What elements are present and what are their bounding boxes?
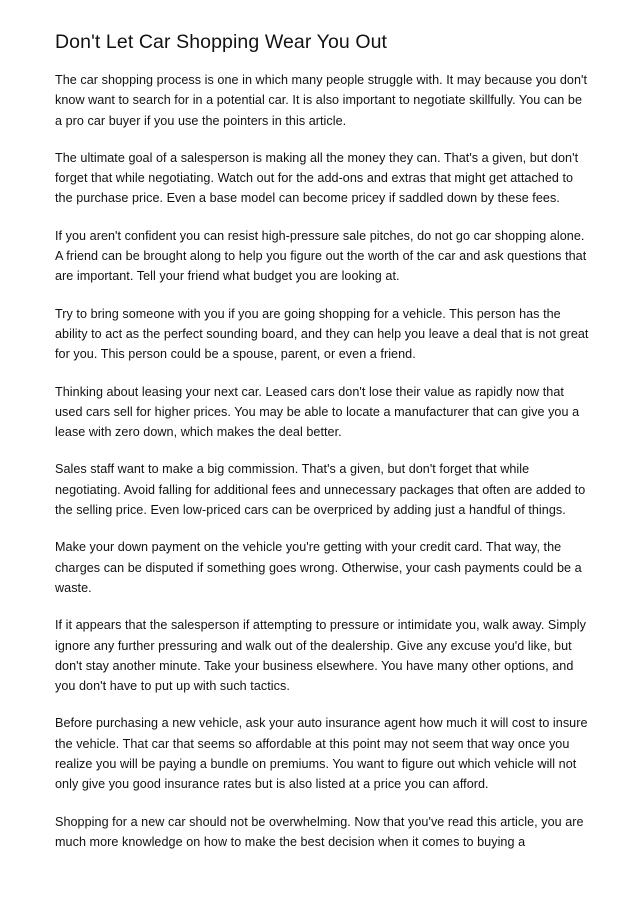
paragraph-2: The ultimate goal of a salesperson is making all the money they can. That's a given, but don't forget that while negotiating. Watch out for the add-ons and extras that might get attached to the purchase price. Even a base model can become pricey if saddled down by these fees. <box>55 150 579 206</box>
paragraph-7: Make your down payment on the vehicle you're getting with your credit card. That way, the charges can be disputed if something goes wrong. Otherwise, your cash payments could be a waste. <box>55 540 582 595</box>
paragraph-5: Thinking about leasing your next car. Leased cars don't lose their value as rapidly now that used cars sell for higher prices. You may be able to locate a manufacturer that can give you a lease with zero down, which makes the deal better. <box>55 384 580 440</box>
paragraph-9: Before purchasing a new vehicle, ask your auto insurance agent how much it will cost to insure the vehicle. That car that seems so affordable at this point may not seem that way once you realize you will be paying a bundle on premiums. You want to figure out which vehicle will not only give you good insurance rates but is also listed at a price you can afford. <box>55 716 588 792</box>
paragraph-6: Sales staff want to make a big commission. That's a given, but don't forget that while negotiating. Avoid falling for additional fees and unnecessary packages that often are added to the selling price. Even low-priced cars can be overpriced by adding just a handful of things. <box>55 462 586 518</box>
paragraph-3: If you aren't confident you can resist high-pressure sale pitches, do not go car shopping alone. A friend can be brought along to help you figure out the worth of the car and ask questions that are important. Tell your friend what budget you are looking at. <box>55 228 587 284</box>
document-title: Don't Let Car Shopping Wear You Out <box>55 31 388 53</box>
paragraph-1: The car shopping process is one in which many people struggle with. It may because you don't know want to search for in a potential car. It is also important to negotiate skillfully. You can be a pro car buyer if you use the pointers in this article. <box>55 73 588 128</box>
paragraph-10: Shopping for a new car should not be overwhelming. Now that you've read this article, you are much more knowledge on how to make the best decision when it comes to buying a <box>55 814 584 849</box>
paragraph-8: If it appears that the salesperson if attempting to pressure or intimidate you, walk away. Simply ignore any further pressuring and walk out of the dealership. Give any excuse you'd like, but don't stay another minute. Take your business elsewhere. You have many other options, and you don't have to put up with such tactics. <box>55 618 587 694</box>
paragraph-4: Try to bring someone with you if you are going shopping for a vehicle. This person has the ability to act as the perfect sounding board, and they can help you leave a deal that is not great for you. This person could be a spouse, parent, or even a friend. <box>55 306 589 362</box>
